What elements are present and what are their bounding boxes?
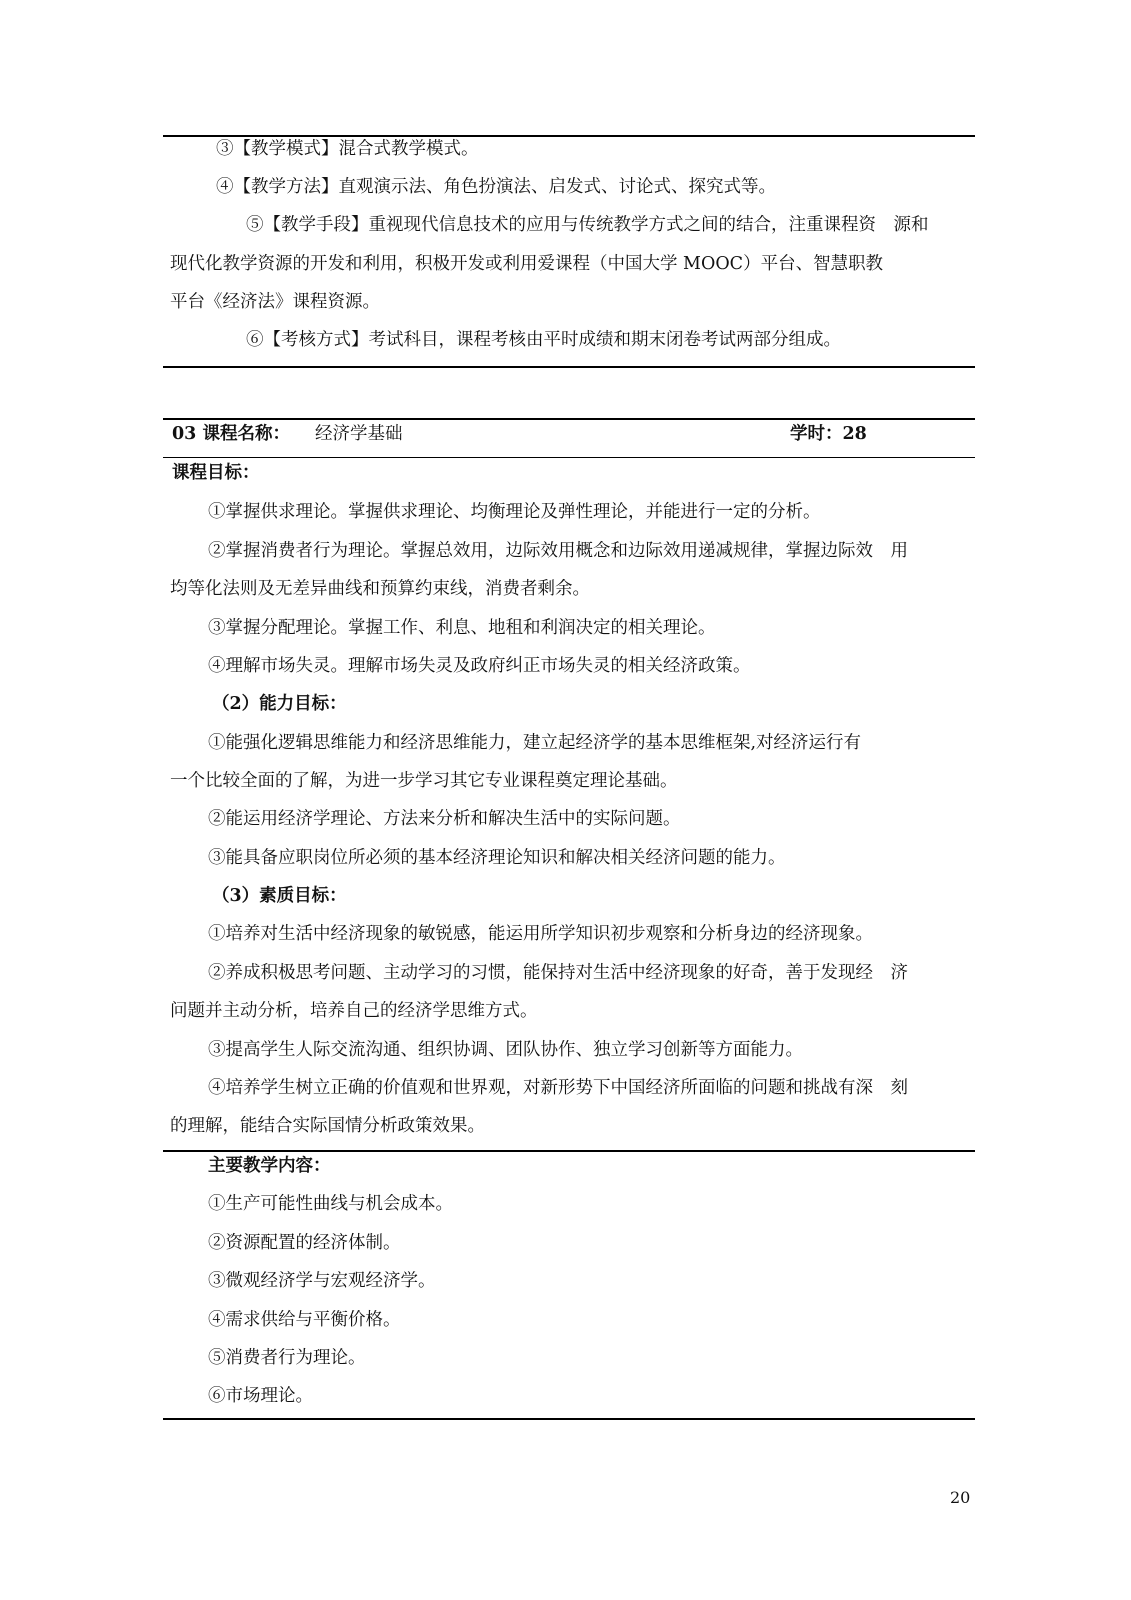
page-number: 20 [950, 1488, 971, 1507]
objective-item: ①掌握供求理论。掌握供求理论、均衡理论及弹性理论，并能进行一定的分析。 [208, 502, 821, 522]
content-item: ②资源配置的经济体制。 [208, 1233, 401, 1253]
content-bottom-rule [163, 1418, 975, 1420]
ability-item: ③能具备应职岗位所必须的基本经济理论知识和解决相关经济问题的能力。 [208, 848, 786, 868]
objective-item: ③掌握分配理论。掌握工作、利息、地租和利润决定的相关理论。 [208, 618, 716, 638]
quality-heading: （3）素质目标： [212, 886, 347, 906]
quality-item: 的理解，能结合实际国情分析政策效果。 [170, 1116, 485, 1136]
quality-item: ②养成积极思考问题、主动学习的习惯，能保持对生活中经济现象的好奇，善于发现经 济 [208, 963, 908, 983]
ability-item: 一个比较全面的了解，为进一步学习其它专业课程奠定理论基础。 [170, 771, 678, 791]
course-name: 经济学基础 [315, 424, 403, 444]
content-item: ④需求供给与平衡价格。 [208, 1310, 401, 1330]
quality-item: ①培养对生活中经济现象的敏锐感，能运用所学知识初步观察和分析身边的经济现象。 [208, 924, 873, 944]
paragraph: ⑥【考核方式】考试科目，课程考核由平时成绩和期末闭卷考试两部分组成。 [246, 330, 841, 350]
content-heading: 主要教学内容： [208, 1156, 331, 1176]
ability-heading: （2）能力目标： [212, 694, 347, 714]
objective-item: 均等化法则及无差异曲线和预算约束线，消费者剩余。 [170, 579, 590, 599]
content-item: ⑥市场理论。 [208, 1386, 313, 1406]
objective-item: ②掌握消费者行为理论。掌握总效用，边际效用概念和边际效用递减规律，掌握边际效 用 [208, 541, 908, 561]
content-top-rule [163, 1150, 975, 1152]
paragraph: ④【教学方法】直观演示法、角色扮演法、启发式、讨论式、探究式等。 [216, 177, 776, 197]
content-item: ⑤消费者行为理论。 [208, 1348, 366, 1368]
content-item: ①生产可能性曲线与机会成本。 [208, 1194, 453, 1214]
section-bottom-rule [163, 366, 975, 368]
objective-item: ④理解市场失灵。理解市场失灵及政府纠正市场失灵的相关经济政策。 [208, 656, 751, 676]
quality-item: ③提高学生人际交流沟通、组织协调、团队协作、独立学习创新等方面能力。 [208, 1040, 803, 1060]
course-top-rule [163, 418, 975, 420]
paragraph: 现代化教学资源的开发和利用，积极开发或利用爱课程（中国大学 MOOC）平台、智慧职教 [170, 254, 884, 274]
ability-item: ①能强化逻辑思维能力和经济思维能力，建立起经济学的基本思维框架,对经济运行有 [208, 733, 862, 753]
paragraph: ⑤【教学手段】重视现代信息技术的应用与传统教学方式之间的结合，注重课程资 源和 [246, 215, 929, 235]
course-name-label: 03 课程名称： [172, 424, 290, 444]
objectives-heading: 课程目标： [172, 463, 260, 483]
ability-item: ②能运用经济学理论、方法来分析和解决生活中的实际问题。 [208, 809, 681, 829]
paragraph: ③【教学模式】混合式教学模式。 [216, 139, 479, 159]
course-header-rule [163, 457, 975, 458]
quality-item: ④培养学生树立正确的价值观和世界观，对新形势下中国经济所面临的问题和挑战有深 刻 [208, 1078, 908, 1098]
paragraph: 平台《经济法》课程资源。 [170, 292, 380, 312]
quality-item: 问题并主动分析，培养自己的经济学思维方式。 [170, 1001, 538, 1021]
course-hours: 学时：28 [790, 424, 867, 444]
content-item: ③微观经济学与宏观经济学。 [208, 1271, 436, 1291]
